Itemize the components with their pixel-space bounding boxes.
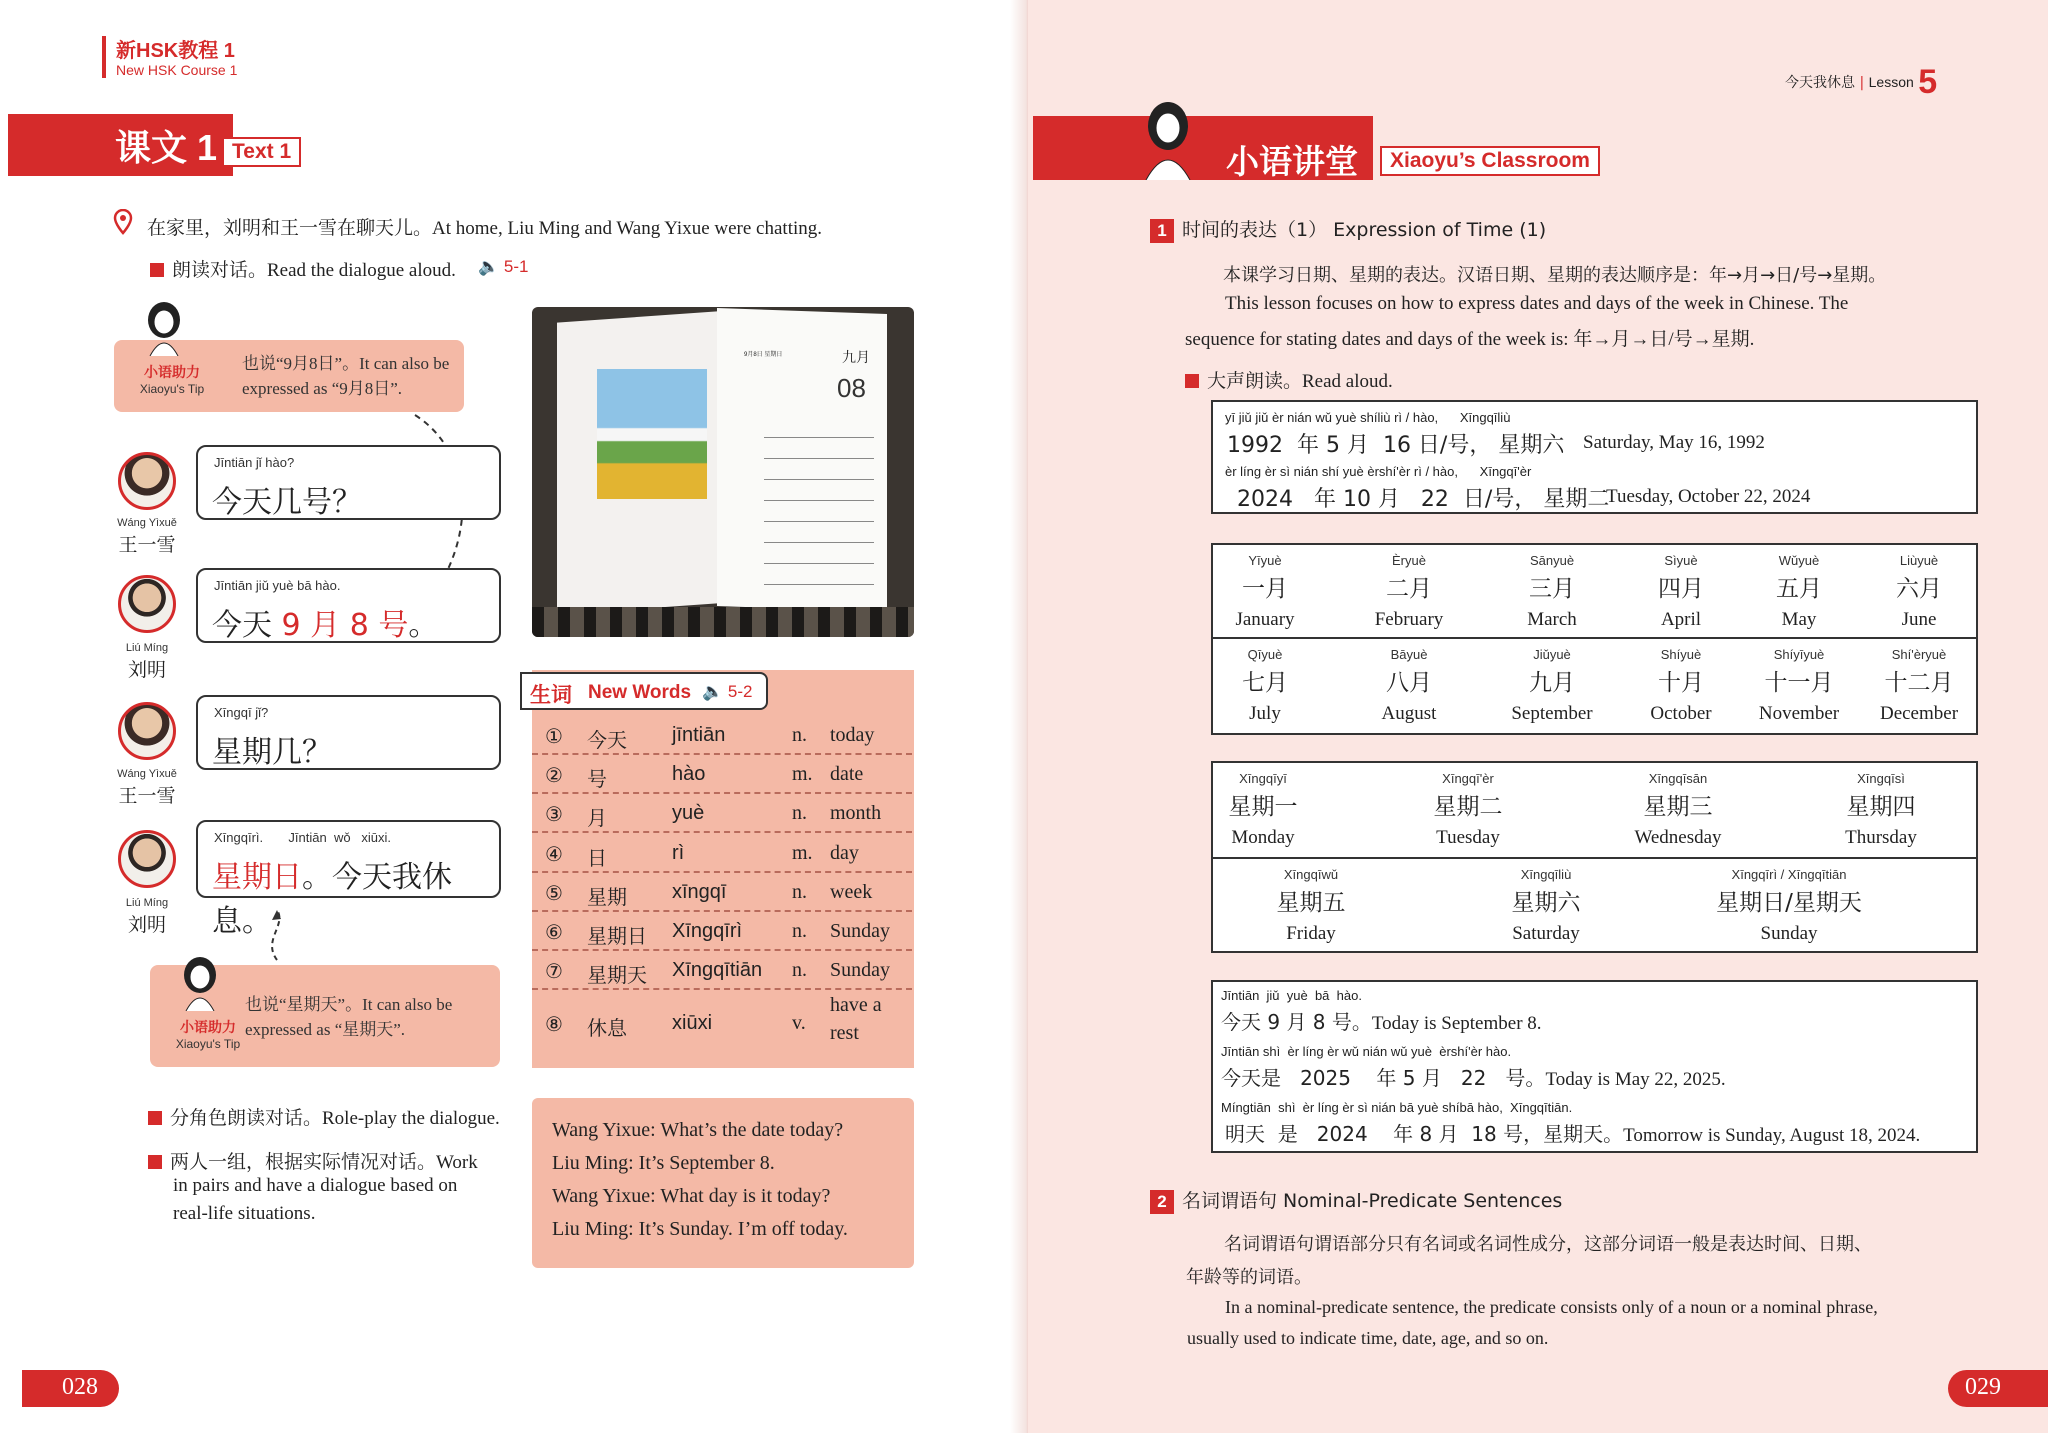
section-1-heading: 1 时间的表达（1） Expression of Time (1) xyxy=(1150,215,1546,243)
weekday-cell xyxy=(1398,771,1538,849)
month-pinyin: Bāyuè xyxy=(1390,647,1428,662)
word-pos: n. xyxy=(792,959,807,982)
word-pinyin: yuè xyxy=(672,802,705,825)
month-zh: 二月 xyxy=(1386,576,1432,602)
month-en: April xyxy=(1660,609,1702,630)
weekday-pinyin: Xīngqīsì xyxy=(1857,771,1905,786)
classroom-banner-zh: 小语讲堂 xyxy=(1226,143,1358,180)
month-zh: 一月 xyxy=(1242,576,1288,602)
dialogue-text: 今天 9 月 8 号。 xyxy=(212,608,439,643)
word-pos: n. xyxy=(792,802,807,825)
month-pinyin: Sìyuè xyxy=(1664,553,1698,568)
word-meaning: week xyxy=(830,880,873,903)
month-pinyin: Èryuè xyxy=(1392,553,1426,568)
section-2-zh-line1: 名词谓语句谓语部分只有名词或名词性成分，这部分词语一般是表达时间、日期、 xyxy=(1224,1234,1872,1255)
weekday-en: Monday xyxy=(1231,827,1295,848)
roleplay-instruction: 分角色朗读对话。Role-play the dialogue. xyxy=(148,1103,500,1130)
month-cell xyxy=(1205,553,1325,631)
month-pinyin: Liùyuè xyxy=(1899,553,1939,568)
dialogue-pinyin: Xīngqīrì. Jīntiān wǒ xiūxi. xyxy=(214,830,392,845)
tip-text-line1: 也说“星期天”。It can also be xyxy=(245,995,453,1014)
pairs-instruction-line2: in pairs and have a dialogue based on xyxy=(173,1175,458,1196)
word-meaning: Sunday xyxy=(830,959,890,982)
month-cell xyxy=(1492,647,1612,725)
translation-lines xyxy=(552,1114,848,1246)
weekday-en: Thursday xyxy=(1845,827,1917,848)
weekday-cell xyxy=(1193,771,1333,849)
date-en: Tuesday, October 22, 2024 xyxy=(1606,486,1811,507)
dialogue-text: 星期日。今天我休息。 xyxy=(212,860,452,939)
weekday-en: Tuesday xyxy=(1436,827,1500,848)
section-2-en-line1: In a nominal-predicate sentence, the predicate consists only of a noun or a nominal phrase, xyxy=(1225,1297,1878,1317)
month-cell xyxy=(1349,553,1469,631)
read-aloud-instruction: 大声朗读。Read aloud. xyxy=(1185,366,1393,393)
month-pinyin: Shíyuè xyxy=(1660,647,1702,662)
month-en: September xyxy=(1511,703,1593,724)
audio-track-5-2[interactable]: 🔈 5-2 xyxy=(702,682,753,701)
weekday-cell xyxy=(1608,771,1748,849)
weekday-zh: 星期五 xyxy=(1276,890,1346,916)
dialogue-bubble-1 xyxy=(196,445,501,520)
weekday-pinyin: Xīngqīliù xyxy=(1520,867,1572,882)
month-en: October xyxy=(1650,703,1712,724)
date-pinyin: èr líng èr sì nián shí yuè èrshí'èr rì / hào, Xīngqī'èr xyxy=(1225,464,1532,479)
month-zh: 十二月 xyxy=(1884,670,1954,696)
dialogue-pinyin: Jīntiān jǐ hào? xyxy=(214,455,295,470)
new-words-header xyxy=(520,672,768,710)
month-zh: 十一月 xyxy=(1764,670,1834,696)
word-meaning: Sunday xyxy=(830,920,890,942)
sentence-examples-box xyxy=(1211,980,1978,1153)
pairs-instruction-line3: real-life situations. xyxy=(173,1203,316,1224)
avatar-liu-ming xyxy=(118,575,176,633)
month-en: July xyxy=(1249,703,1281,724)
word-pinyin: Xīngqīrì xyxy=(672,920,743,942)
weekday-zh: 星期四 xyxy=(1846,794,1916,820)
weekday-en: Friday xyxy=(1286,923,1336,944)
month-zh: 九月 xyxy=(1529,670,1575,696)
right-page xyxy=(1028,0,2048,1433)
month-pinyin: Yīyuè xyxy=(1248,553,1282,568)
speaker-name: 王一雪 xyxy=(118,534,176,556)
dialogue-bubble-4 xyxy=(196,820,501,939)
weekday-cell xyxy=(1811,771,1951,849)
word-index: ① xyxy=(545,724,563,748)
weekday-zh: 星期二 xyxy=(1433,794,1503,820)
translation-box xyxy=(532,1098,914,1268)
section-2-en-line2: usually used to indicate time, date, age, and so on. xyxy=(1187,1328,1549,1348)
section-1-en-line1: This lesson focuses on how to express dates and days of the week in Chinese. The xyxy=(1225,293,1849,314)
audio-track-5-1[interactable]: 🔈 5-1 xyxy=(478,257,529,276)
weekday-cell xyxy=(1476,867,1616,945)
word-pinyin: xīngqī xyxy=(672,880,727,903)
word-pinyin: xiūxi xyxy=(672,1012,713,1035)
tip-label-en: Xiaoyu's Tip xyxy=(139,382,205,396)
date-pinyin: yī jiǔ jiǔ èr nián wǔ yuè shíliù rì / hào, Xīngqīliù xyxy=(1225,410,1511,425)
month-pinyin: Shíyīyuè xyxy=(1773,647,1825,662)
date-zh: 2024 年 10 月 22 日/号， 星期二 xyxy=(1237,487,1610,512)
translation-line: Wang Yixue: What’s the date today? xyxy=(552,1119,844,1141)
month-en: May xyxy=(1781,609,1817,630)
translation-line: Wang Yixue: What day is it today? xyxy=(552,1185,831,1207)
month-cell xyxy=(1859,553,1979,631)
word-row xyxy=(532,755,912,794)
weekday-pinyin: Xīngqīsān xyxy=(1648,771,1708,786)
month-cell xyxy=(1739,647,1859,725)
speaker-name: 王一雪 xyxy=(118,785,176,807)
dialogue-pinyin: Xīngqī jǐ? xyxy=(214,705,269,720)
month-pinyin: Wǔyuè xyxy=(1778,553,1820,568)
word-hanzi: 星期天 xyxy=(587,963,647,988)
avatar-wang-yixue xyxy=(118,452,176,510)
word-row xyxy=(532,912,912,951)
word-pos: n. xyxy=(792,920,807,942)
speaker-pinyin: Liú Míng xyxy=(125,642,169,654)
word-pos: n. xyxy=(792,724,807,746)
month-pinyin: Qīyuè xyxy=(1247,647,1283,662)
dialogue-bubble-3 xyxy=(196,695,501,770)
word-meaning: have a xyxy=(830,994,882,1017)
month-cell xyxy=(1739,553,1859,631)
xiaoyu-illustration xyxy=(1138,100,1198,180)
weekday-cell xyxy=(1241,867,1381,945)
speaker-icon: 🔈 xyxy=(478,257,500,276)
word-pinyin: Xīngqītiān xyxy=(672,959,763,982)
word-pinyin: jīntiān xyxy=(672,724,726,746)
location-pin-icon xyxy=(113,209,133,235)
word-meaning: day xyxy=(830,841,859,864)
date-zh: 1992 年 5 月 16 日/号， 星期六 xyxy=(1227,433,1565,458)
speaker-icon: 🔈 xyxy=(702,682,724,701)
month-cell xyxy=(1621,647,1741,725)
speaker-name: 刘明 xyxy=(127,914,166,936)
word-meaning: date xyxy=(830,763,864,786)
word-hanzi: 今天 xyxy=(587,728,627,752)
dialogue-text: 星期几？ xyxy=(212,735,332,770)
example-pinyin: Míngtiān shì èr líng èr sì nián bā yuè shíbā hào, Xīngqītiān. xyxy=(1221,1100,1573,1115)
calendar-month: 九月 xyxy=(842,350,870,366)
book-title-zh: 新HSK教程 1 xyxy=(116,40,235,62)
weekday-pinyin: Xīngqī'èr xyxy=(1442,771,1494,786)
word-hanzi: 星期日 xyxy=(587,924,647,948)
weekday-pinyin: Xīngqīyī xyxy=(1239,771,1287,786)
tip-label-en: Xiaoyu's Tip xyxy=(175,1037,241,1051)
month-zh: 十月 xyxy=(1658,670,1704,696)
word-index: ⑥ xyxy=(545,920,563,944)
weekday-zh: 星期日/星期天 xyxy=(1716,890,1862,916)
xiaoyu-illustration xyxy=(140,300,188,356)
month-en: February xyxy=(1374,609,1444,630)
text1-banner-en: Text 1 xyxy=(222,137,301,167)
weekday-zh: 星期三 xyxy=(1643,794,1713,820)
new-words-title-zh: 生词 xyxy=(530,684,572,707)
dialogue-text: 今天几号？ xyxy=(212,485,362,520)
word-row xyxy=(532,834,912,873)
tip-arrow-2 xyxy=(262,905,292,965)
speaker-pinyin: Wáng Yìxuě xyxy=(117,768,177,780)
page-number: 028 xyxy=(62,1374,98,1400)
weekday-pinyin: Xīngqīwǔ xyxy=(1283,867,1339,882)
dialogue-bubble-2 xyxy=(196,568,501,643)
month-cell xyxy=(1492,553,1612,631)
section-2-heading: 2 名词谓语句 Nominal-Predicate Sentences xyxy=(1150,1186,1562,1214)
page-number: 029 xyxy=(1965,1374,2001,1400)
tip-label-zh: 小语助力 xyxy=(180,1019,236,1035)
word-row xyxy=(532,873,912,912)
weekday-zh: 星期一 xyxy=(1228,794,1298,820)
xiaoyu-illustration xyxy=(176,955,224,1011)
section-1-zh: 本课学习日期、星期的表达。汉语日期、星期的表达顺序是：年→月→日/号→星期。 xyxy=(1223,265,1887,286)
month-en: June xyxy=(1901,609,1937,630)
word-pinyin: hào xyxy=(672,763,706,786)
weekday-pinyin: Xīngqīrì / Xīngqītiān xyxy=(1731,867,1847,882)
word-pos: m. xyxy=(792,763,813,786)
month-zh: 三月 xyxy=(1529,576,1575,602)
word-index: ④ xyxy=(545,841,563,866)
word-row xyxy=(532,992,912,1047)
avatar-wang-yixue xyxy=(118,702,176,760)
calendar-day: 08 xyxy=(837,373,866,403)
section-1-en-line2: sequence for stating dates and days of the week is: 年→月→日/号→星期. xyxy=(1185,329,1755,350)
section-2-zh-line2: 年龄等的词语。 xyxy=(1186,1267,1312,1288)
word-row xyxy=(532,951,912,990)
word-meaning: today xyxy=(830,724,875,746)
month-zh: 六月 xyxy=(1896,576,1942,602)
word-index: ③ xyxy=(545,802,563,827)
word-index: ⑦ xyxy=(545,959,563,984)
avatar-liu-ming xyxy=(118,830,176,888)
month-zh: 五月 xyxy=(1776,576,1822,602)
months-box xyxy=(1211,543,1978,735)
word-pos: m. xyxy=(792,841,813,864)
header-rule xyxy=(102,36,106,78)
read-aloud-instruction: 朗读对话。Read the dialogue aloud. xyxy=(150,255,456,282)
weekday-en: Saturday xyxy=(1512,923,1580,944)
month-en: December xyxy=(1879,703,1959,724)
month-zh: 八月 xyxy=(1386,670,1432,696)
word-hanzi: 星期 xyxy=(587,884,627,909)
example-sentence: 今天是 2025 年 5 月 22 号。Today is May 22, 2025. xyxy=(1221,1066,1726,1090)
month-pinyin: Shí'èryuè xyxy=(1891,647,1947,662)
pairs-instruction-line1: 两人一组，根据实际情况对话。Work xyxy=(148,1147,478,1174)
date-examples-box xyxy=(1211,400,1978,514)
word-index: ⑤ xyxy=(545,880,563,905)
word-hanzi: 休息 xyxy=(587,1016,627,1041)
word-hanzi: 号 xyxy=(587,767,607,792)
calendar-photo xyxy=(532,307,914,637)
book-title-en: New HSK Course 1 xyxy=(116,62,238,78)
month-pinyin: Sānyuè xyxy=(1529,553,1575,568)
speaker-pinyin: Liú Míng xyxy=(125,897,169,909)
weekdays-box xyxy=(1211,761,1978,953)
example-sentence: 明天 是 2024 年 8 月 18 号，星期天。Tomorrow is Sunday, August 18, 2024. xyxy=(1225,1122,1921,1146)
word-index: ② xyxy=(545,763,563,788)
month-zh: 四月 xyxy=(1658,576,1704,602)
month-en: November xyxy=(1758,703,1840,724)
weekday-en: Wednesday xyxy=(1634,827,1722,848)
month-zh: 七月 xyxy=(1242,670,1288,696)
word-meaning: month xyxy=(830,802,882,825)
month-en: August xyxy=(1381,703,1437,724)
word-row xyxy=(532,794,912,833)
word-hanzi: 月 xyxy=(587,806,607,831)
dialogue-pinyin: Jīntiān jiǔ yuè bā hào. xyxy=(214,578,341,593)
month-cell xyxy=(1205,647,1325,725)
example-pinyin: Jīntiān jiǔ yuè bā hào. xyxy=(1221,988,1362,1003)
word-pos: n. xyxy=(792,880,807,903)
month-pinyin: Jiǔyuè xyxy=(1533,647,1571,662)
example-pinyin: Jīntiān shì èr líng èr wǔ nián wǔ yuè èrshí'èr hào. xyxy=(1221,1044,1512,1059)
word-meaning-line2: rest xyxy=(830,1022,859,1045)
weekday-cell xyxy=(1689,867,1889,945)
new-words-title-en: New Words xyxy=(588,682,692,703)
tip-text-line2: expressed as “9月8日”. xyxy=(242,379,403,398)
month-en: January xyxy=(1235,609,1295,630)
calendar-small-date: 9月8日 星期日 xyxy=(744,352,783,358)
tip-label-zh: 小语助力 xyxy=(144,364,200,380)
classroom-banner-en: Xiaoyu’s Classroom xyxy=(1380,146,1600,176)
example-sentence: 今天 9 月 8 号。Today is September 8. xyxy=(1221,1010,1542,1034)
landscape-painting xyxy=(597,369,707,499)
month-cell xyxy=(1349,647,1469,725)
month-cell xyxy=(1621,553,1741,631)
tip-text-line2: expressed as “星期天”. xyxy=(245,1020,406,1039)
weekday-en: Sunday xyxy=(1760,923,1818,944)
word-pos: v. xyxy=(792,1012,806,1035)
translation-line: Liu Ming: It’s Sunday. I’m off today. xyxy=(552,1218,848,1240)
translation-line: Liu Ming: It’s September 8. xyxy=(552,1152,775,1174)
word-hanzi: 日 xyxy=(587,845,607,870)
speaker-name: 刘明 xyxy=(127,659,166,681)
scene-description: 在家里，刘明和王一雪在聊天儿。At home, Liu Ming and Wang Yixue were chatting. xyxy=(147,218,823,239)
word-row xyxy=(532,716,912,755)
speaker-pinyin: Wáng Yìxuě xyxy=(117,517,177,529)
month-en: March xyxy=(1527,609,1577,630)
tip-text-line1: 也说“9月8日”。It can also be xyxy=(242,354,450,373)
word-index: ⑧ xyxy=(545,1012,563,1037)
weekday-zh: 星期六 xyxy=(1511,890,1581,916)
text1-banner-zh: 课文 1 xyxy=(115,127,218,168)
month-cell xyxy=(1859,647,1979,725)
running-header: 今天我休息 | Lesson 5 xyxy=(1785,63,1938,101)
word-pinyin: rì xyxy=(672,841,685,864)
date-en: Saturday, May 16, 1992 xyxy=(1583,432,1765,453)
